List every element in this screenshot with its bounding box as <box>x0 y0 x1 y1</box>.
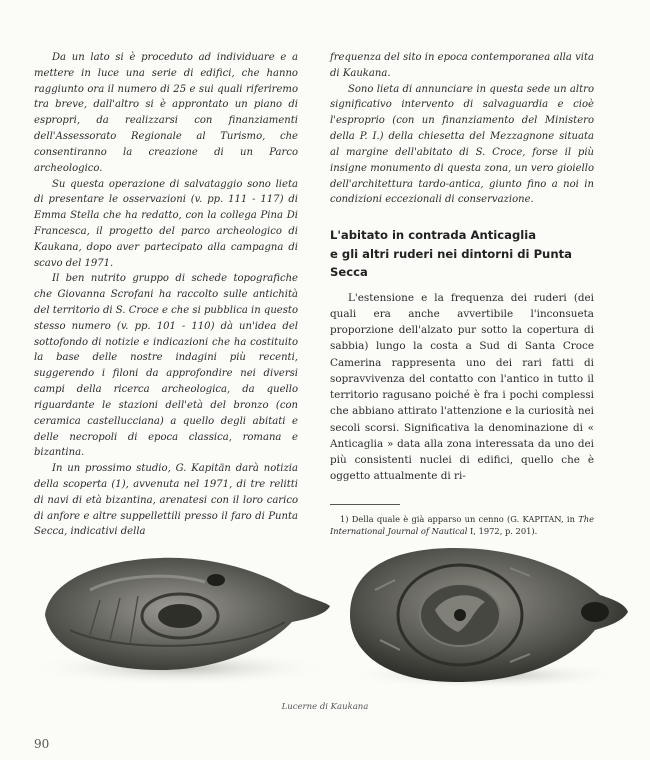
figure-caption: Lucerne di Kaukana <box>281 702 369 712</box>
left-column <box>34 50 298 540</box>
footnote-text: 1) Della quale è già apparso un cenno (G. KAPITAN, in <box>340 514 579 525</box>
lamps-illustration <box>30 540 630 690</box>
paragraph: Da un lato si è proceduto ad individuare e a mettere in luce una serie di edifici, che hanno raggiunto ora il numero di 25 e sui quali riferiremo tra breve, dall'altro si è approntato un piano di espropri, da realizzarsi con finanziamenti dell'Assessorato Regionale al Turismo, che consentiranno la creazione di un Parco archeologico. <box>34 52 298 174</box>
paragraph: frequenza del sito in epoca contemporanea alla vita di Kaukana. <box>330 52 594 79</box>
left-lamp <box>30 558 330 686</box>
lamps-photograph <box>30 540 630 690</box>
paragraph: L'estensione e la frequenza dei ruderi (dei quali era anche avvertibile l'inconsueta proporzione dell'alzato pur sotto la copertura di sabbia) lungo la costa a Sud di Santa Croce Camerina rappresenta uno dei rari fatti di sopravvivenza del contatto con l'antico in tutto il territorio ragusano poiché è fra i pochi complessi che abbiano attirato l'attenzione e la curiosità nei secoli scorsi. Significativa la denominazione di « Anticaglia » data alla zona interessata da uno dei più consistenti nuclei di edifici, quello che è oggetto attualmente di ri- <box>330 291 594 483</box>
section-heading <box>330 226 594 282</box>
right-lamp <box>345 548 628 689</box>
page-number: 90 <box>34 737 50 751</box>
footnote-divider <box>330 504 400 505</box>
footnote-text-end: I, 1972, p. 201). <box>467 526 538 537</box>
footnote-journal-title: The International Journal of Nautical <box>330 514 594 537</box>
footnote <box>330 513 594 537</box>
section-heading-line: e gli altri ruderi nei dintorni di Punta Secca <box>330 246 572 280</box>
section-heading-line: L'abitato in contrada Anticaglia <box>330 228 537 243</box>
paragraph: Sono lieta di annunciare in questa sede un altro significativo intervento di salvaguardia e cioè l'esproprio (con un finanziamento del Ministero della P. I.) della chiesetta del Mezzagnone situata al margine dell'abitato di S. Croce, forse il più insigne monumento di questa zona, un vero gioiello dell'architettura tardo-antica, giunto fino a noi in condizioni eccezionali di conservazione. <box>330 83 594 206</box>
right-column <box>330 50 594 537</box>
paragraph: Il ben nutrito gruppo di schede topografiche che Giovanna Scrofani ha raccolto sulle antichità del territorio di S. Croce e che si pubblica in questo stesso numero (v. pp. 101 - 110) dà un'idea del sottofondo di notizie e indicazioni che ha costituito la base delle nostre indagini più recenti, suggerendo i filoni da approfondire nei diversi campi della ricerca archeologica, da quello riguardante le stazioni dell'età del bronzo (con ceramica castellucciana) a quello degli abitati e delle necropoli di epoca classica, romana e bizantina. <box>34 273 298 459</box>
paragraph: In un prossimo studio, G. Kapitän darà notizia della scoperta (1), avvenuta nel 1971, di tre relitti di navi di età bizantina, arenatesi con il loro carico di anfore e altre suppellettili presso il faro di Punta Secca, indicativi della <box>34 463 298 538</box>
paragraph: Su questa operazione di salvataggio sono lieta di presentare le osservazioni (v. pp. 111 - 117) di Emma Stella che ha redatto, con la collega Pina Di Francesca, il progetto del parco archeologico di Kaukana, dopo aver partecipato alla campagna di scavo del 1971. <box>34 178 298 269</box>
